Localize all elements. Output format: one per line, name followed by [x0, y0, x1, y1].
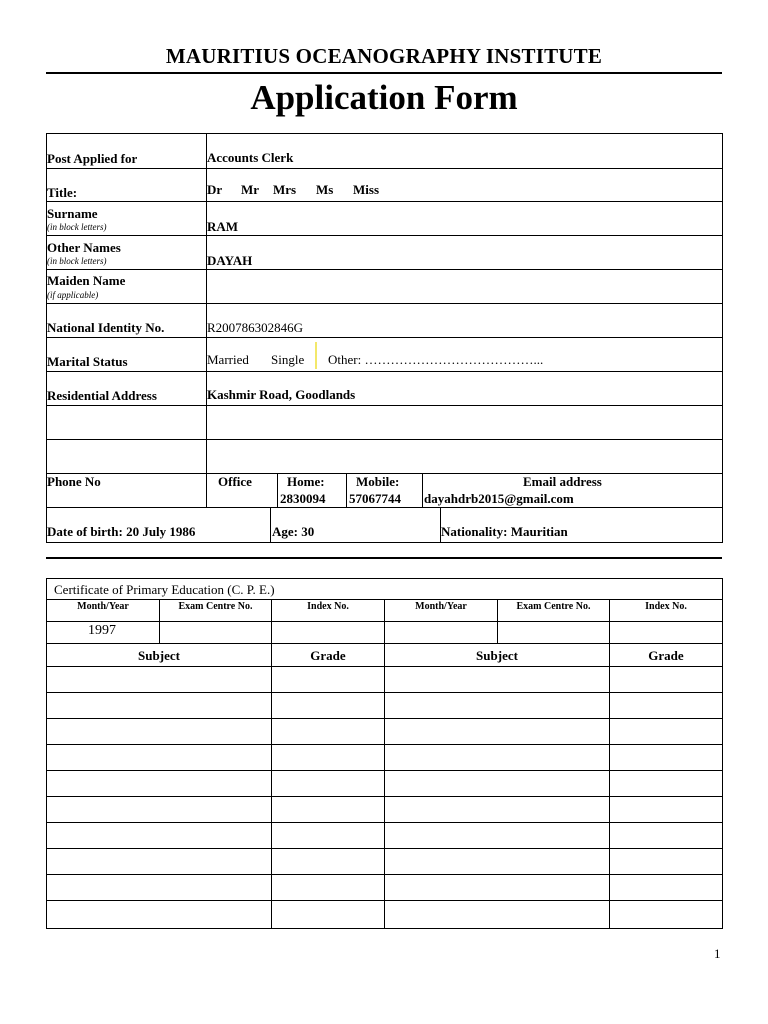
- title-option-miss[interactable]: Miss: [353, 182, 379, 197]
- age-text: Age: 30: [272, 524, 315, 539]
- maiden-value-cell[interactable]: [206, 269, 723, 304]
- address-line3-label-cell: [46, 439, 207, 474]
- email-value: dayahdrb2015@gmail.com: [424, 491, 574, 506]
- subject-grade-row-10-subject-2[interactable]: [384, 900, 610, 929]
- subject-grade-row-4-grade-2[interactable]: [609, 744, 723, 771]
- subject-grade-row-7-subject-1[interactable]: [46, 822, 272, 849]
- home-label: Home:: [287, 474, 325, 489]
- subject-grade-row-8-subject-2[interactable]: [384, 848, 610, 875]
- phone-label: Phone No: [47, 474, 101, 489]
- nationality-text: Nationality: Mauritian: [441, 524, 568, 539]
- cpe-col-month-year-2: Month/Year: [415, 601, 467, 612]
- subject-grade-row-5-grade-1[interactable]: [271, 770, 385, 797]
- cpe-col-month-year-1: Month/Year: [77, 601, 129, 612]
- cpe-exam-centre-field-1[interactable]: [159, 621, 272, 644]
- subject-grade-row-3-grade-1[interactable]: [271, 718, 385, 745]
- title-label: Title:: [47, 185, 78, 200]
- surname-note: (in block letters): [47, 222, 107, 232]
- subject-grade-row-5-subject-1[interactable]: [46, 770, 272, 797]
- cpe-month-year-field-2[interactable]: [384, 621, 498, 644]
- subject-grade-row-2-grade-1[interactable]: [271, 692, 385, 719]
- subject-grade-row-9-subject-2[interactable]: [384, 874, 610, 901]
- other-names-value-cell[interactable]: [206, 235, 723, 270]
- subject-grade-row-7-subject-2[interactable]: [384, 822, 610, 849]
- title-option-ms[interactable]: Ms: [316, 182, 334, 197]
- subject-grade-row-4-subject-2[interactable]: [384, 744, 610, 771]
- address-line3-value-cell[interactable]: [206, 439, 723, 474]
- maiden-label: Maiden Name: [47, 273, 126, 288]
- subject-grade-row-9-grade-1[interactable]: [271, 874, 385, 901]
- post-label: Post Applied for: [47, 151, 138, 166]
- subject-grade-row-9-subject-1[interactable]: [46, 874, 272, 901]
- cpe-index-field-2[interactable]: [609, 621, 723, 644]
- subject-grade-row-2-subject-1[interactable]: [46, 692, 272, 719]
- cpe-index-field-1[interactable]: [271, 621, 385, 644]
- subject-grade-row-4-grade-1[interactable]: [271, 744, 385, 771]
- address-value: Kashmir Road, Goodlands: [207, 387, 356, 402]
- subject-grade-row-1-grade-2[interactable]: [609, 666, 723, 693]
- subject-grade-row-2-subject-2[interactable]: [384, 692, 610, 719]
- nic-value: R200786302846G: [207, 320, 304, 335]
- surname-value-cell[interactable]: [206, 201, 723, 236]
- subject-grade-row-5-grade-2[interactable]: [609, 770, 723, 797]
- surname-label: Surname: [47, 206, 98, 221]
- subject-grade-row-4-subject-1[interactable]: [46, 744, 272, 771]
- subject-grade-row-6-subject-2[interactable]: [384, 796, 610, 823]
- page-number: 1: [714, 946, 721, 961]
- form-title: Application Form: [250, 78, 518, 117]
- subject-grade-row-6-subject-1[interactable]: [46, 796, 272, 823]
- subject-grade-row-10-grade-1[interactable]: [271, 900, 385, 929]
- subject-grade-row-5-subject-2[interactable]: [384, 770, 610, 797]
- cpe-exam-centre-field-2[interactable]: [497, 621, 610, 644]
- email-label: Email address: [523, 474, 602, 489]
- mobile-label: Mobile:: [356, 474, 400, 489]
- header-divider: [46, 72, 722, 74]
- subject-grade-row-10-grade-2[interactable]: [609, 900, 723, 929]
- marital-label: Marital Status: [47, 354, 128, 369]
- surname-value: RAM: [207, 219, 239, 234]
- maiden-note: (if applicable): [47, 290, 99, 300]
- cpe-title: Certificate of Primary Education (C. P. E.): [54, 582, 275, 597]
- grade-header-2: Grade: [648, 648, 684, 663]
- institute-name: MAURITIUS OCEANOGRAPHY INSTITUTE: [165, 44, 603, 68]
- other-names-value: DAYAH: [207, 253, 253, 268]
- subject-grade-row-7-grade-2[interactable]: [609, 822, 723, 849]
- title-option-dr[interactable]: Dr: [207, 182, 223, 197]
- subject-grade-row-10-subject-1[interactable]: [46, 900, 272, 929]
- address-line2-value-cell[interactable]: [206, 405, 723, 440]
- post-value: Accounts Clerk: [207, 150, 294, 165]
- mobile-value: 57067744: [349, 491, 401, 506]
- subject-grade-row-1-grade-1[interactable]: [271, 666, 385, 693]
- cpe-col-exam-centre-2: Exam Centre No.: [516, 601, 591, 612]
- cpe-col-index-1: Index No.: [307, 601, 349, 612]
- grade-header-1: Grade: [310, 648, 346, 663]
- subject-grade-row-3-grade-2[interactable]: [609, 718, 723, 745]
- subject-grade-row-2-grade-2[interactable]: [609, 692, 723, 719]
- title-option-mrs[interactable]: Mrs: [273, 182, 297, 197]
- cpe-month-year-value: 1997: [88, 623, 116, 638]
- subject-grade-row-9-grade-2[interactable]: [609, 874, 723, 901]
- subject-grade-row-3-subject-1[interactable]: [46, 718, 272, 745]
- subject-header-2: Subject: [476, 648, 518, 663]
- subject-grade-row-1-subject-1[interactable]: [46, 666, 272, 693]
- office-label: Office: [218, 474, 252, 489]
- subject-grade-row-1-subject-2[interactable]: [384, 666, 610, 693]
- marital-single[interactable]: Single: [271, 352, 305, 367]
- other-names-note: (in block letters): [47, 256, 107, 266]
- subject-grade-row-7-grade-1[interactable]: [271, 822, 385, 849]
- cpe-col-index-2: Index No.: [645, 601, 687, 612]
- marital-other[interactable]: Other: …………………………………...: [328, 352, 544, 367]
- subject-grade-row-8-grade-2[interactable]: [609, 848, 723, 875]
- address-line2-label-cell: [46, 405, 207, 440]
- marital-married[interactable]: Married: [207, 352, 249, 367]
- subject-grade-row-6-grade-2[interactable]: [609, 796, 723, 823]
- cpe-col-exam-centre-1: Exam Centre No.: [178, 601, 253, 612]
- subject-grade-row-6-grade-1[interactable]: [271, 796, 385, 823]
- subject-header-1: Subject: [138, 648, 180, 663]
- address-label: Residential Address: [47, 388, 157, 403]
- nic-label: National Identity No.: [47, 320, 165, 335]
- title-option-mr[interactable]: Mr: [241, 182, 260, 197]
- text-cursor-mark: [315, 342, 317, 369]
- subject-grade-row-8-subject-1[interactable]: [46, 848, 272, 875]
- subject-grade-row-3-subject-2[interactable]: [384, 718, 610, 745]
- dob-text: Date of birth: 20 July 1986: [47, 524, 196, 539]
- section-divider: [46, 557, 722, 559]
- other-names-label: Other Names: [47, 240, 121, 255]
- subject-grade-row-8-grade-1[interactable]: [271, 848, 385, 875]
- home-value: 2830094: [280, 491, 326, 506]
